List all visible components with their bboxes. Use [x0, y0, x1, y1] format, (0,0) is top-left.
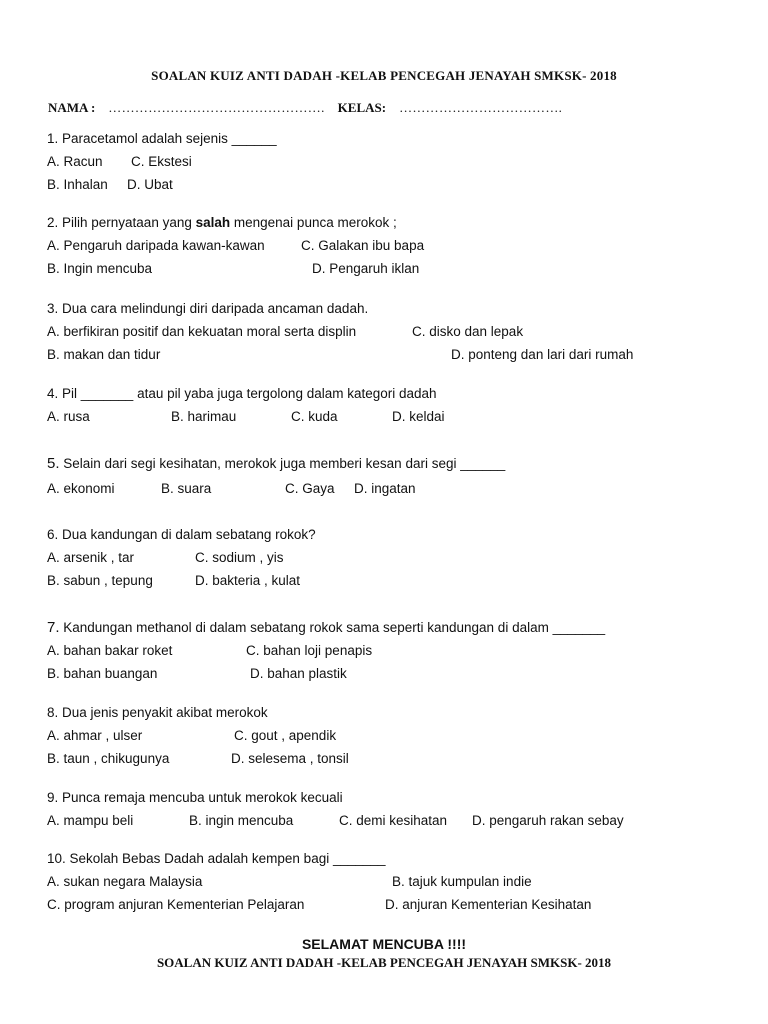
option: B. sabun , tepung: [47, 573, 153, 588]
option: A. bahan bakar roket: [47, 643, 173, 658]
question-3: [47, 297, 634, 366]
question-5: [47, 452, 505, 500]
option: B. harimau: [171, 409, 237, 424]
option: B. ingin mencuba: [189, 813, 294, 828]
class-blank: ……………………………….: [399, 100, 563, 115]
question-stem: 6. Dua kandungan di dalam sebatang rokok?: [47, 527, 316, 542]
question-stem: 1. Paracetamol adalah sejenis ______: [47, 131, 277, 146]
option: D. keldai: [392, 409, 445, 424]
option: D. anjuran Kementerian Kesihatan: [385, 897, 592, 912]
question-7: [47, 616, 605, 685]
option: B. Inhalan: [47, 177, 108, 192]
option: A. Racun: [47, 154, 103, 169]
question-4: [47, 382, 445, 428]
class-label: KELAS:: [337, 100, 387, 115]
option: D. bahan plastik: [250, 666, 347, 681]
question-stem: 7. Kandungan methanol di dalam sebatang rokok sama seperti kandungan di dalam _______: [47, 619, 606, 636]
closing-message: SELAMAT MENCUBA !!!!: [301, 936, 467, 952]
option: C. gout , apendik: [234, 728, 337, 743]
option: D. ingatan: [354, 481, 416, 496]
question-number: 7.: [47, 619, 60, 636]
option: A. sukan negara Malaysia: [47, 874, 203, 889]
option: A. arsenik , tar: [47, 550, 135, 565]
option: B. tajuk kumpulan indie: [392, 874, 532, 889]
option: A. Pengaruh daripada kawan-kawan: [47, 238, 265, 253]
question-stem: 4. Pil _______ atau pil yaba juga tergolong dalam kategori dadah: [47, 386, 437, 401]
name-blank: ………………………………………….: [108, 100, 325, 115]
question-9: [47, 786, 624, 832]
option: B. bahan buangan: [47, 666, 158, 681]
option: A. rusa: [47, 409, 90, 424]
question-10: [47, 847, 592, 916]
option: C. program anjuran Kementerian Pelajaran: [47, 897, 305, 912]
question-stem: 5. Selain dari segi kesihatan, merokok juga memberi kesan dari segi ______: [47, 455, 506, 472]
option: C. disko dan lepak: [412, 324, 524, 339]
option: A. ahmar , ulser: [47, 728, 143, 743]
option: C. sodium , yis: [195, 550, 284, 565]
option: D. pengaruh rakan sebay: [472, 813, 624, 828]
option: C. Ekstesi: [131, 154, 192, 169]
footer-title: SOALAN KUIZ ANTI DADAH -KELAB PENCEGAH JENAYAH SMKSK- 2018: [156, 955, 612, 970]
option: D. selesema , tonsil: [231, 751, 349, 766]
question-stem: 2. Pilih pernyataan yang salah mengenai punca merokok ;: [47, 215, 397, 230]
option: A. ekonomi: [47, 481, 115, 496]
option: C. kuda: [291, 409, 338, 424]
emphasis-word: salah: [195, 215, 231, 230]
name-label: NAMA :: [48, 100, 96, 115]
option: D. bakteria , kulat: [195, 573, 301, 588]
option: D. ponteng dan lari dari rumah: [451, 347, 634, 362]
question-stem: 3. Dua cara melindungi diri daripada ancaman dadah.: [47, 301, 369, 316]
question-stem: 10. Sekolah Bebas Dadah adalah kempen bagi _______: [47, 851, 386, 866]
question-1: [47, 127, 277, 196]
option: B. Ingin mencuba: [47, 261, 153, 276]
question-number: 5.: [47, 455, 60, 472]
option: A. mampu beli: [47, 813, 134, 828]
option: B. suara: [161, 481, 212, 496]
question-2: [47, 211, 425, 280]
option: D. Ubat: [127, 177, 173, 192]
option: C. bahan loji penapis: [246, 643, 373, 658]
question-6: [47, 523, 316, 592]
option: D. Pengaruh iklan: [312, 261, 420, 276]
quiz-title: SOALAN KUIZ ANTI DADAH -KELAB PENCEGAH JENAYAH SMKSK- 2018: [151, 68, 617, 83]
option: B. makan dan tidur: [47, 347, 161, 362]
option: C. Galakan ibu bapa: [301, 238, 425, 253]
question-stem: 8. Dua jenis penyakit akibat merokok: [47, 705, 268, 720]
option: C. demi kesihatan: [339, 813, 448, 828]
question-stem: 9. Punca remaja mencuba untuk merokok kecuali: [47, 790, 343, 805]
option: A. berfikiran positif dan kekuatan moral serta displin: [47, 324, 357, 339]
question-8: [47, 701, 349, 770]
option: C. Gaya: [285, 481, 335, 496]
option: B. taun , chikugunya: [47, 751, 170, 766]
student-info-line: [48, 100, 562, 116]
